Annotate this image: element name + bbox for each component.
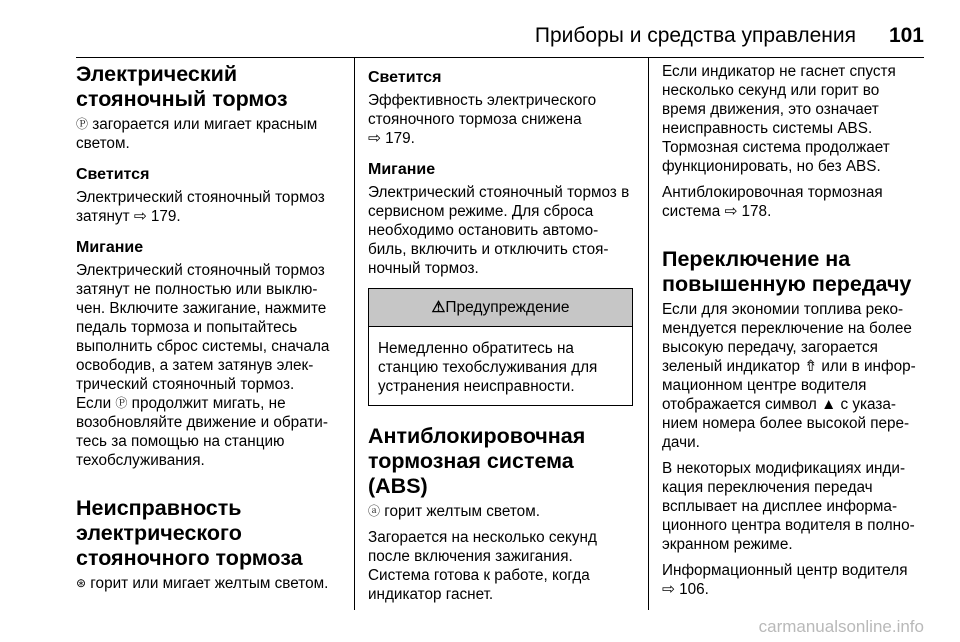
paragraph: Эффективность электрического стояночного тормоза снижена ⇨ 179. — [368, 92, 597, 147]
page-ref: 179. — [150, 208, 181, 225]
paragraph: Электрический стояночный тормоз затянут не полностью или выклю-чен. Включите зажигание, нажмите педаль тормоза и попытайтесь выполнить сброс системы, сначала освободив, а затем затянув элек-трический стояночный тормоз. — [76, 262, 330, 393]
watermark: carmanualsonline.info — [758, 617, 924, 636]
paragraph: ⓐ горит желтым светом. — [368, 503, 540, 520]
paragraph: Ⓟ загорается или мигает красным светом. — [76, 116, 318, 152]
title-line: Неисправность — [76, 496, 242, 520]
parking-brake-icon: Ⓟ — [115, 396, 128, 410]
paragraph: Электрический стояночный тормоз затянут ⇨ 179. — [76, 189, 325, 225]
paragraph: Если Ⓟ продолжит мигать, не возобновляйте движение и обрати-тесь за помощью на станцию техобслуживания. — [76, 395, 328, 469]
section-title-brake-fault — [76, 496, 341, 571]
page-ref: 179. — [385, 130, 415, 147]
title-line: Антиблокировочная — [368, 424, 586, 448]
paragraph: Электрический стояночный тормоз в сервисном режиме. Для сброса необходимо остановить автомо-биль, включить и отключить стоя-ночный тормоз. — [368, 184, 630, 277]
title-line: повышенную передачу — [662, 272, 912, 296]
header-rule — [76, 57, 924, 58]
warning-text: Немедленно обратитесь на станцию техобслуживания для устранения неисправности. — [378, 340, 598, 395]
title-line: тормозная система (ABS) — [368, 449, 574, 498]
title-line: стояночного тормоза — [76, 546, 303, 570]
page-number: 101 — [888, 24, 924, 47]
section-title-abs — [368, 424, 633, 499]
subheading-on: Светится — [368, 69, 442, 86]
paragraph: В некоторых модификациях инди-кация переключения передач всплывает на дисплее информа-ционного центра водителя в полно-экранном режиме. — [662, 460, 915, 553]
warning-header: ⚠Предупреждение — [369, 289, 632, 327]
title-line: Электрический — [76, 62, 238, 86]
page-ref-arrow-icon: ⇨ — [133, 208, 147, 225]
page-ref: 178. — [741, 203, 772, 220]
gear-shift-icon: ⇮ — [804, 358, 818, 375]
section-title-upshift — [662, 247, 927, 297]
column-3 — [662, 62, 927, 599]
paragraph: Загорается на несколько секунд после включения зажигания. Система готова к работе, когда индикатор гаснет. — [368, 529, 597, 603]
paragraph: ⊛ горит или мигает желтым светом. — [76, 575, 329, 592]
subheading-blink: Мигание — [76, 239, 144, 256]
header-title: Приборы и средства управления — [534, 24, 856, 47]
section-title-parking-brake — [76, 62, 341, 112]
abs-icon: ⓐ — [368, 504, 381, 518]
page-ref-arrow-icon: ⇨ — [662, 581, 675, 598]
title-line: Переключение на — [662, 247, 851, 271]
page-ref-arrow-icon: ⇨ — [724, 203, 738, 220]
warning-triangle-icon: ⚠ — [431, 299, 446, 316]
upshift-triangle-icon: ▲ — [821, 396, 837, 413]
page-ref-arrow-icon: ⇨ — [368, 130, 381, 147]
title-line: электрического — [76, 521, 242, 545]
paragraph: Если индикатор не гаснет спустя несколько секунд или горит во время движения, это означает неисправность системы ABS. Тормозная система продолжает функционировать, но без ABS. — [662, 63, 896, 175]
subheading-on: Светится — [76, 166, 150, 183]
paragraph: Антиблокировочная тормозная система ⇨ 178. — [662, 184, 883, 220]
column-divider-1 — [354, 58, 355, 610]
column-1 — [76, 62, 341, 593]
title-line: стояночный тормоз — [76, 87, 288, 111]
paragraph: Информационный центр водителя ⇨ 106. — [662, 562, 908, 598]
page-header — [76, 24, 924, 54]
paragraph: Если для экономии топлива реко-мендуется переключение на более высокую передачу, загорается зеленый индикатор ⇮ или в инфор-мационном центре водителя отображается символ ▲ с указа-нием номера более высокой пере-дачи. — [662, 301, 916, 451]
page-ref: 106. — [679, 581, 709, 598]
subheading-blink: Мигание — [368, 161, 436, 178]
warning-box — [368, 288, 633, 406]
brake-fault-icon: ⊛ — [76, 576, 87, 590]
parking-brake-icon: Ⓟ — [76, 117, 89, 131]
column-divider-2 — [648, 58, 649, 610]
column-2 — [368, 62, 633, 604]
